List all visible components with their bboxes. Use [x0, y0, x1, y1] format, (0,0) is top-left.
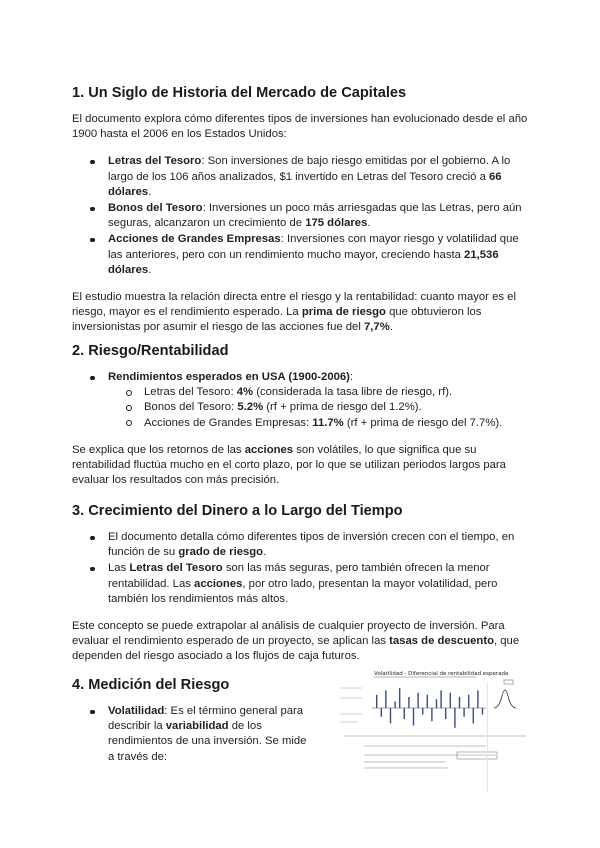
- list-item: [72, 561, 528, 607]
- formula-lines: [344, 736, 526, 768]
- section-3-list: [72, 530, 528, 607]
- volatility-bar: [463, 708, 464, 717]
- term: tasas de descuento: [389, 635, 494, 648]
- volatility-bar: [381, 708, 382, 717]
- value: 4%: [236, 386, 254, 399]
- page-edge-line: [487, 682, 488, 792]
- sub-list: [108, 385, 528, 431]
- term: Volatilidad: [108, 705, 165, 717]
- volatility-bar: [431, 708, 432, 721]
- section-2-title: 2. Riesgo/Rentabilidad: [72, 343, 229, 359]
- volatility-bar: [454, 708, 455, 728]
- punct: .: [389, 321, 393, 334]
- text: Este concepto se puede extrapolar al análisis de cualquier proyecto de inversión. Para evaluar el rendimiento esperado de un proyecto, se aplican las: [72, 620, 505, 648]
- legend-box: [504, 680, 513, 684]
- text: de los rendimientos de una inversión. Se mide a través de:: [108, 720, 307, 763]
- volatility-bar: [468, 695, 469, 708]
- term: Acciones de Grandes Empresas: [108, 233, 281, 246]
- text: que obtuvieron los inversionistas por asumir el riesgo de las acciones fue del: [72, 306, 482, 334]
- item-text: : Inversiones con mayor riesgo y volatilidad que las anteriores, pero con un rendimiento mucho mayor, creciendo hasta: [108, 233, 519, 261]
- value: 11.7%: [312, 416, 344, 429]
- text: son volátiles, lo que significa que su rentabilidad fluctúa mucho en el corto plazo, por lo que se utilizan periodos largos para evaluar los resultados con más precisión.: [72, 443, 506, 487]
- volatility-bar: [385, 690, 386, 708]
- section-4: [72, 671, 528, 777]
- volatility-bar: [408, 697, 409, 708]
- volatility-bar: [376, 695, 377, 708]
- value: 175 dólares: [305, 217, 368, 230]
- item-text: : Inversiones un poco más arriesgadas que las Letras, pero aún seguras, alcanzaron un crecimiento de: [108, 202, 522, 230]
- punct: .: [148, 263, 152, 276]
- value: 7,7%: [363, 321, 390, 334]
- section-1: [72, 84, 528, 348]
- volatility-bar: [459, 697, 460, 708]
- section-1-outro: [72, 290, 528, 336]
- text: Se explica que los retornos de las: [72, 443, 245, 456]
- volatility-bar: [394, 701, 395, 708]
- distribution-curve: [494, 690, 516, 708]
- list-item: [72, 530, 528, 560]
- text: El estudio muestra la relación directa entre el riesgo y la rentabilidad: cuanto mayor es el riesgo, mayor es el rendimiento esperado. La: [72, 291, 516, 319]
- volatility-bar: [390, 708, 391, 723]
- volatility-bar: [404, 708, 405, 719]
- term: Letras del Tesoro: [108, 155, 202, 168]
- text: Letras del Tesoro:: [144, 386, 237, 399]
- volatility-bar: [427, 695, 428, 708]
- sub-list-item: [108, 400, 528, 415]
- section-3-title: 3. Crecimiento del Dinero a lo Largo del Tiempo: [72, 503, 403, 519]
- list-item: [72, 704, 312, 765]
- section-4-list: [72, 704, 312, 765]
- term: variabilidad: [165, 720, 229, 733]
- volatility-bar: [417, 693, 418, 708]
- text: (rf + prima de riesgo del 1.2%).: [263, 401, 422, 414]
- list-item: [72, 154, 528, 200]
- volatility-bar: [477, 690, 478, 708]
- figure-title: Volatilidad - Diferencial de rentabilidad esperada: [374, 671, 509, 677]
- volatility-chart: [336, 668, 532, 776]
- text: , que dependen del riesgo asociado a los flujos de caja futuros.: [72, 635, 520, 663]
- punct: .: [148, 185, 152, 198]
- formula-box: [457, 752, 497, 759]
- volatility-bar: [422, 708, 423, 715]
- term: grado de riesgo: [178, 546, 264, 559]
- term: Letras del Tesoro: [129, 562, 223, 575]
- volatility-bar: [450, 693, 451, 708]
- list-item: [72, 370, 528, 431]
- text: El documento detalla cómo diferentes tipos de inversión crecen con el tiempo, en función de su: [108, 531, 515, 559]
- list-item: [72, 232, 528, 278]
- section-4-title: 4. Medición del Riesgo: [72, 677, 230, 693]
- section-2: [72, 342, 528, 500]
- sub-list-item: [108, 385, 528, 400]
- punct: .: [263, 546, 267, 559]
- volatility-bar: [445, 708, 446, 719]
- text: : Es el término general para describir la: [108, 705, 304, 733]
- volatility-bar: [482, 708, 483, 715]
- term: acciones: [194, 577, 243, 590]
- section-1-title: 1. Un Siglo de Historia del Mercado de Capitales: [72, 85, 407, 101]
- text: (rf + prima de riesgo del 7.7%).: [343, 416, 503, 429]
- sub-list-item: [108, 416, 528, 431]
- list-item: [72, 201, 528, 231]
- volatility-bar: [399, 688, 400, 708]
- section-3-paragraph: [72, 619, 528, 665]
- volatility-figure: [336, 668, 532, 776]
- punct: .: [367, 217, 371, 230]
- value: 5.2%: [237, 401, 264, 414]
- item-text: : Son inversiones de bajo riesgo emitidas por el gobierno. A lo largo de los 106 años analizados, $1 invertido en Letras del Tesoro creció a: [108, 155, 511, 183]
- text: , por otro lado, presentan la mayor volatilidad, pero también los rendimientos más altos.: [108, 577, 498, 605]
- section-1-list: [72, 154, 528, 278]
- section-2-list: [72, 370, 528, 431]
- volatility-bar: [473, 708, 474, 723]
- text: Las: [108, 562, 130, 575]
- term: Rendimientos esperados en USA (1900-2006): [108, 371, 350, 383]
- volatility-bar: [413, 708, 414, 726]
- term: acciones: [244, 443, 294, 456]
- section-2-paragraph: [72, 443, 528, 489]
- punct: :: [349, 371, 354, 383]
- volatility-bar: [440, 690, 441, 708]
- text: Bonos del Tesoro:: [144, 401, 238, 414]
- term: prima de riesgo: [301, 306, 386, 319]
- section-1-intro: El documento explora cómo diferentes tipos de inversiones han evolucionado desde el año 1900 hasta el 2006 en los Estados Unidos:: [72, 113, 528, 141]
- value: 21,536 dólares: [108, 248, 499, 276]
- text: son las más seguras, pero también ofrecen la menor rentabilidad. Las: [108, 562, 490, 590]
- term: Bonos del Tesoro: [108, 202, 203, 215]
- section-3: [72, 502, 528, 677]
- volatility-bar: [436, 699, 437, 708]
- text: (considerada la tasa libre de riesgo, rf).: [253, 386, 453, 399]
- value: 66 dólares: [108, 170, 502, 198]
- left-annotations: [340, 688, 362, 722]
- text: Acciones de Grandes Empresas:: [144, 416, 313, 429]
